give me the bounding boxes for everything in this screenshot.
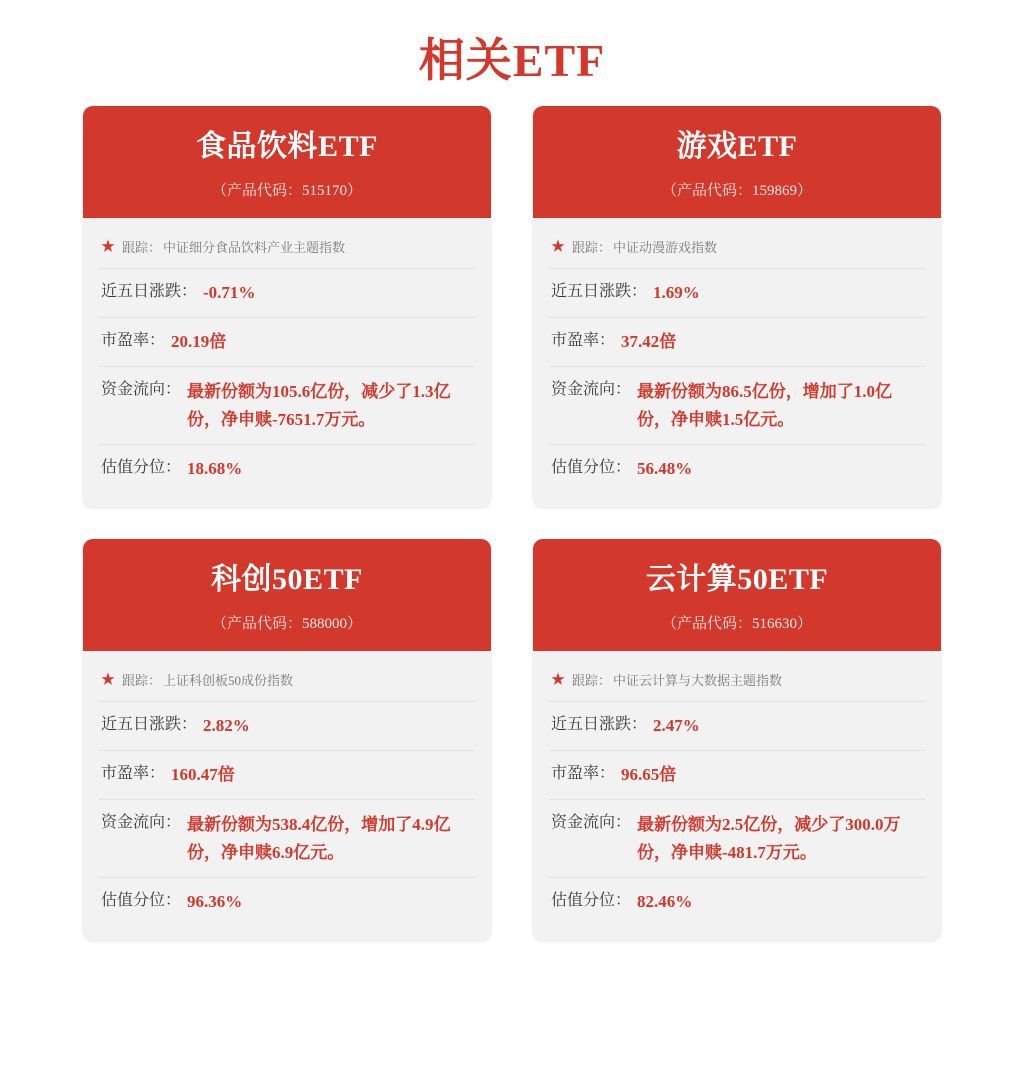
etf-card[interactable] (533, 106, 941, 507)
track-value: 上证科创板50成份指数 (163, 672, 294, 688)
code-value: 588000 (302, 615, 347, 632)
etf-track-row (549, 661, 925, 702)
track-label: 跟踪： (572, 672, 612, 688)
change-label: 近五日涨跌： (551, 715, 648, 733)
etf-valuation-row (99, 445, 475, 493)
code-prefix: （产品代码： (211, 182, 302, 199)
etf-card-header (533, 539, 941, 651)
change-value: 2.47% (653, 715, 700, 735)
etf-flow-row (99, 367, 475, 444)
valuation-value: 56.48% (637, 458, 693, 478)
etf-valuation-row (99, 878, 475, 926)
etf-name: 云计算50ETF (645, 563, 829, 597)
pe-value: 20.19倍 (171, 331, 227, 351)
page-title: 相关ETF (418, 35, 606, 86)
valuation-label: 估值分位： (551, 458, 632, 476)
pe-value: 96.65倍 (621, 765, 677, 785)
valuation-value: 96.36% (187, 891, 243, 911)
etf-card[interactable] (533, 539, 941, 940)
pe-label: 市盈率： (101, 765, 166, 783)
pe-label: 市盈率： (551, 331, 616, 349)
etf-card[interactable] (83, 539, 491, 940)
etf-code (543, 612, 931, 633)
code-prefix: （产品代码： (661, 182, 752, 199)
code-suffix: ） (347, 615, 363, 632)
flow-value: 最新份额为105.6亿份，减少了1.3亿份，净申赎-7651.7万元。 (187, 382, 451, 429)
valuation-label: 估值分位： (551, 891, 632, 909)
star-icon: ★ (101, 239, 115, 255)
flow-value: 最新份额为86.5亿份，增加了1.0亿份，净申赎1.5亿元。 (637, 382, 893, 429)
pe-value: 160.47倍 (171, 765, 235, 785)
etf-pe-row (99, 318, 475, 367)
etf-name: 食品饮料ETF (196, 130, 378, 163)
code-value: 159869 (752, 182, 797, 199)
etf-code (93, 612, 481, 633)
code-prefix: （产品代码： (661, 615, 752, 632)
track-value: 中证云计算与大数据主题指数 (613, 672, 783, 688)
change-label: 近五日涨跌： (551, 282, 648, 300)
track-label: 跟踪： (572, 239, 612, 255)
etf-card-grid (0, 106, 1024, 950)
track-value: 中证动漫游戏指数 (613, 239, 718, 255)
code-value: 516630 (752, 615, 797, 632)
track-value: 中证细分食品饮料产业主题指数 (163, 239, 346, 255)
etf-card-body (83, 218, 491, 508)
code-suffix: ） (797, 615, 813, 632)
etf-card-body (533, 218, 941, 508)
etf-name: 游戏ETF (676, 130, 798, 163)
etf-card-body (83, 651, 491, 941)
etf-card-header (83, 539, 491, 651)
track-label: 跟踪： (122, 672, 162, 688)
pe-label: 市盈率： (551, 765, 616, 783)
flow-value: 最新份额为2.5亿份，减少了300.0万份，净申赎-481.7万元。 (637, 815, 901, 862)
etf-change-row (99, 269, 475, 318)
valuation-label: 估值分位： (101, 891, 182, 909)
etf-valuation-row (549, 445, 925, 493)
pe-value: 37.42倍 (621, 331, 677, 351)
etf-track-row (99, 661, 475, 702)
etf-card-header (533, 106, 941, 218)
etf-name: 科创50ETF (211, 563, 363, 597)
etf-change-row (549, 269, 925, 318)
etf-track-row (99, 228, 475, 269)
change-label: 近五日涨跌： (101, 715, 198, 733)
etf-pe-row (549, 318, 925, 367)
etf-pe-row (99, 751, 475, 800)
flow-label: 资金流向： (551, 381, 632, 399)
etf-code (93, 179, 481, 200)
code-value: 515170 (302, 182, 347, 199)
change-value: 2.82% (203, 715, 250, 735)
flow-label: 资金流向： (551, 814, 632, 832)
etf-card-body (533, 651, 941, 941)
etf-valuation-row (549, 878, 925, 926)
change-value: 1.69% (653, 282, 700, 302)
track-label: 跟踪： (122, 239, 162, 255)
etf-card-header (83, 106, 491, 218)
flow-label: 资金流向： (101, 814, 182, 832)
etf-card[interactable] (83, 106, 491, 507)
etf-track-row (549, 228, 925, 269)
pe-label: 市盈率： (101, 331, 166, 349)
star-icon: ★ (101, 672, 115, 688)
code-suffix: ） (347, 182, 363, 199)
flow-value: 最新份额为538.4亿份，增加了4.9亿份，净申赎6.9亿元。 (187, 815, 451, 862)
change-value: -0.71% (203, 282, 256, 302)
etf-flow-row (549, 800, 925, 877)
star-icon: ★ (551, 239, 565, 255)
etf-code (543, 179, 931, 200)
etf-flow-row (549, 367, 925, 444)
code-suffix: ） (797, 182, 813, 199)
etf-change-row (549, 702, 925, 751)
etf-pe-row (549, 751, 925, 800)
etf-flow-row (99, 800, 475, 877)
valuation-value: 18.68% (187, 458, 243, 478)
flow-label: 资金流向： (101, 381, 182, 399)
star-icon: ★ (551, 672, 565, 688)
etf-change-row (99, 702, 475, 751)
code-prefix: （产品代码： (211, 615, 302, 632)
valuation-label: 估值分位： (101, 458, 182, 476)
valuation-value: 82.46% (637, 891, 693, 911)
change-label: 近五日涨跌： (101, 282, 198, 300)
